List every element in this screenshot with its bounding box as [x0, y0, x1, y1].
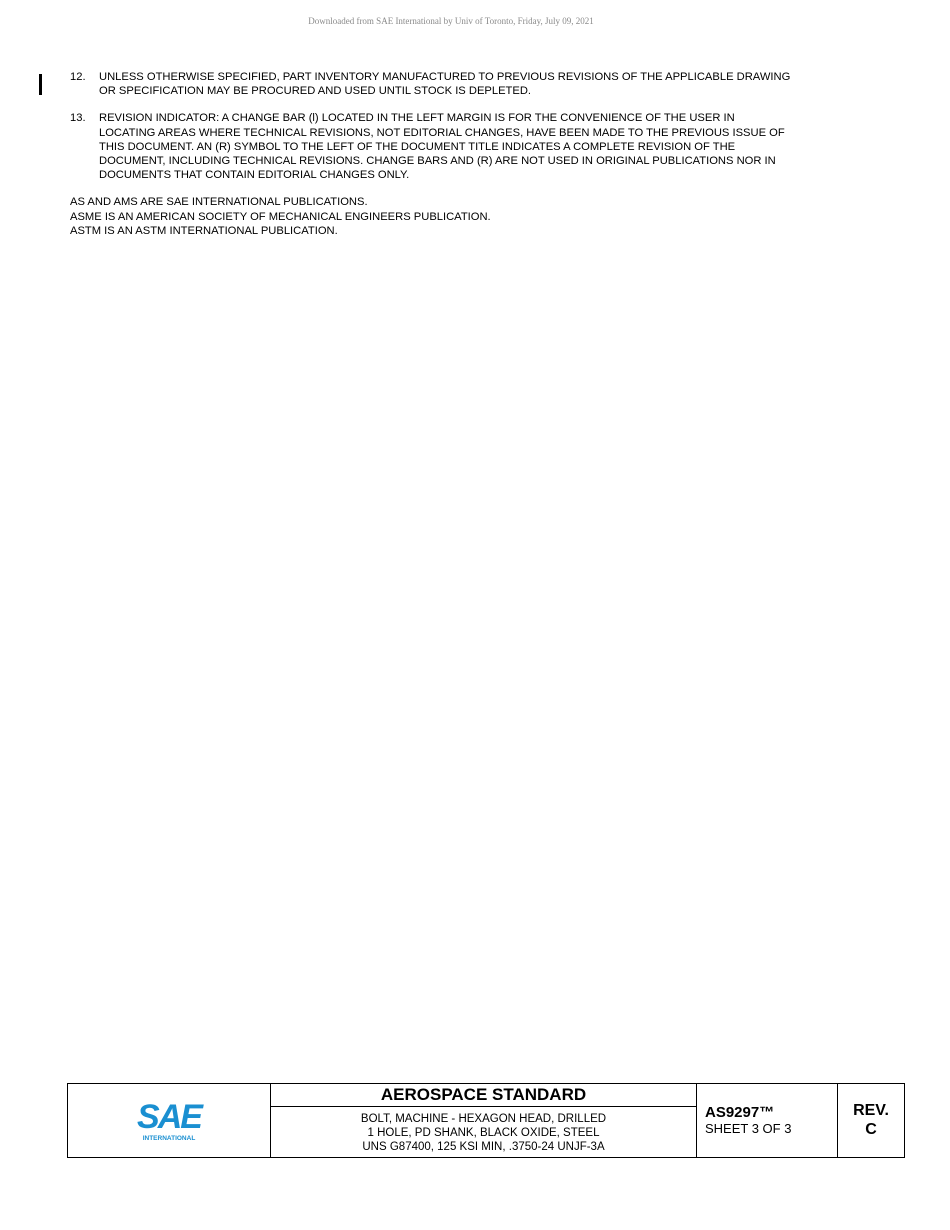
rev-label: REV.: [853, 1102, 889, 1119]
description-line: UNS G87400, 125 KSI MIN, .3750-24 UNJF-3A: [362, 1141, 605, 1153]
note-text: [99, 70, 880, 98]
document-number: AS9297™: [705, 1104, 775, 1121]
note-number: 13.: [70, 112, 86, 125]
note-text: [99, 111, 880, 182]
description-line: 1 HOLE, PD SHANK, BLACK OXIDE, STEEL: [367, 1127, 600, 1139]
note-number: 12.: [70, 71, 86, 83]
publications-list: [70, 195, 880, 238]
rev-value: C: [865, 1121, 877, 1138]
publication-line: AS AND AMS ARE SAE INTERNATIONAL PUBLICATIONS.: [70, 196, 368, 209]
publication-line: ASME IS AN AMERICAN SOCIETY OF MECHANICAL ENGINEERS PUBLICATION.: [70, 210, 491, 223]
title-cell: [271, 1084, 697, 1157]
title-block: [67, 1083, 905, 1158]
sae-logo-icon: [129, 1098, 209, 1144]
note-line: DOCUMENT, INCLUDING TECHNICAL REVISIONS. CHANGE BARS AND (R) ARE NOT USED IN ORIGINAL PUBLICATIONS NOR IN: [99, 155, 776, 168]
notes-section: [70, 70, 880, 238]
publication-line: ASTM IS AN ASTM INTERNATIONAL PUBLICATION.: [70, 224, 338, 237]
svg-text:SAE: SAE: [137, 1097, 201, 1136]
revision-cell: [838, 1084, 904, 1157]
note-line: REVISION INDICATOR: A CHANGE BAR (l) LOCATED IN THE LEFT MARGIN IS FOR THE CONVENIENCE OF THE USER IN: [99, 112, 735, 125]
note-line: LOCATING AREAS WHERE TECHNICAL REVISIONS, NOT EDITORIAL CHANGES, HAVE BEEN MADE TO THE PREVIOUS ISSUE OF: [99, 126, 785, 139]
description-line: BOLT, MACHINE - HEXAGON HEAD, DRILLED: [360, 1113, 607, 1125]
document-cell: [697, 1084, 838, 1157]
change-bar: [39, 74, 42, 95]
part-description: [271, 1107, 696, 1154]
sae-logo: [68, 1084, 271, 1157]
svg-text:INTERNATIONAL: INTERNATIONAL: [142, 1134, 196, 1142]
note-line: OR SPECIFICATION MAY BE PROCURED AND USED UNTIL STOCK IS DEPLETED.: [99, 85, 532, 98]
download-notice: Downloaded from SAE International by Univ of Toronto, Friday, July 09, 2021: [308, 16, 594, 26]
note-line: THIS DOCUMENT. AN (R) SYMBOL TO THE LEFT OF THE DOCUMENT TITLE INDICATES A COMPLETE REVISION OF THE: [99, 140, 736, 153]
note-12: [70, 70, 880, 98]
note-13: [70, 111, 880, 182]
sheet-number: SHEET 3 OF 3: [705, 1121, 792, 1136]
note-line: DOCUMENTS THAT CONTAIN EDITORIAL CHANGES ONLY.: [99, 169, 410, 182]
note-line: UNLESS OTHERWISE SPECIFIED, PART INVENTORY MANUFACTURED TO PREVIOUS REVISIONS OF THE APPLICABLE DRAWING: [99, 71, 791, 83]
standard-label: AEROSPACE STANDARD: [271, 1084, 696, 1107]
